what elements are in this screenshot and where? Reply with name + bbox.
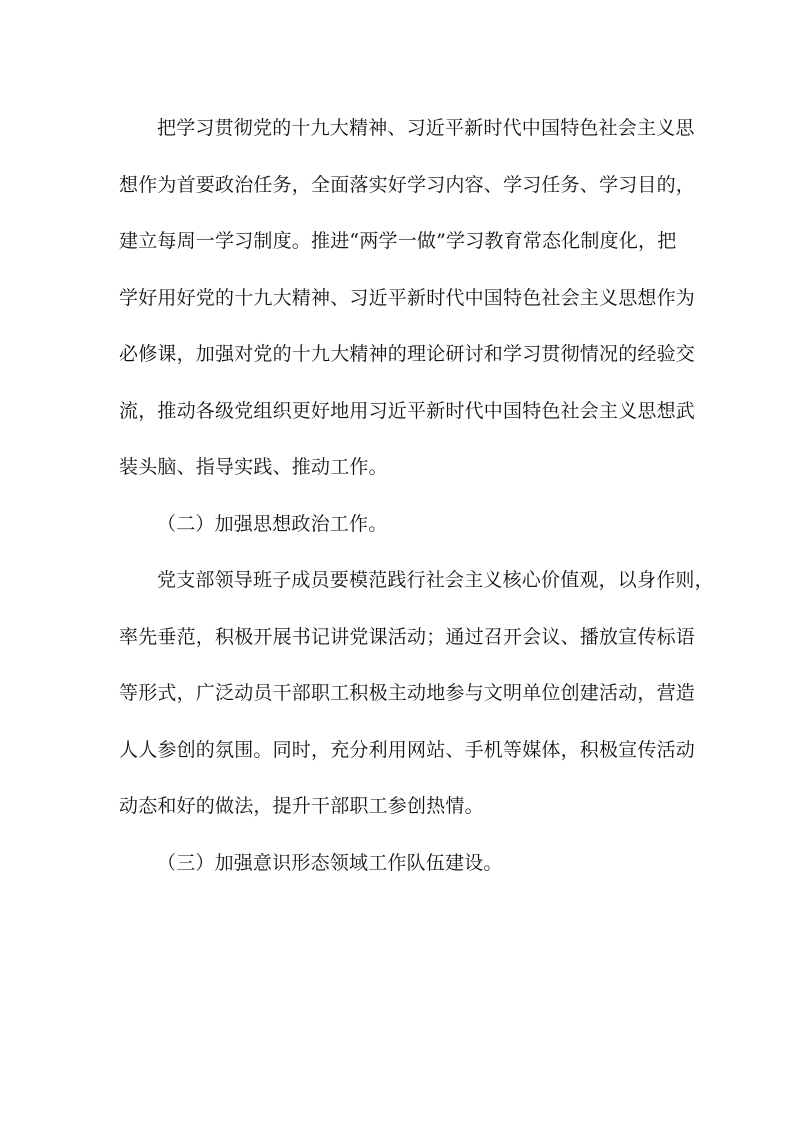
paragraph-line: 率先垂范，积极开展书记讲党课活动；通过召开会议、播放宣传标语: [119, 625, 696, 648]
paragraph-line: 想作为首要政治任务，全面落实好学习内容、学习任务、学习目的，: [119, 173, 696, 196]
paragraph-line: 学好用好党的十九大精神、习近平新时代中国特色社会主义思想作为: [119, 286, 696, 309]
paragraph-line: 装头脑、指导实践、推动工作。: [119, 456, 388, 478]
paragraph-ideological-work: [119, 561, 714, 826]
section-heading-3: [119, 844, 679, 883]
section-heading-line: （三）加强意识形态领域工作队伍建设。: [157, 851, 503, 874]
paragraph-line: 必修课，加强对党的十九大精神的理论研讨和学习贯彻情况的经验交: [119, 343, 696, 365]
section-heading-2: [119, 505, 679, 544]
paragraph-study-spirit: [119, 109, 696, 487]
document-body: [119, 109, 714, 900]
paragraph-line: 流，推动各级党组织更好地用习近平新时代中国特色社会主义思想武: [119, 399, 696, 422]
paragraph-line: 建立每周一学习制度。推进“两学一做”学习教育常态化制度化，把: [119, 230, 677, 252]
section-heading-line: （二）加强思想政治工作。: [157, 512, 388, 535]
paragraph-line: 人人参创的氛围。同时，充分利用网站、手机等媒体，积极宣传活动: [119, 738, 696, 761]
paragraph-line: 等形式，广泛动员干部职工积极主动地参与文明单位创建活动，营造: [119, 682, 696, 704]
paragraph-line: 党支部领导班子成员要模范践行社会主义核心价值观，以身作则，: [157, 569, 714, 591]
paragraph-line: 动态和好的做法，提升干部职工参创热情。: [119, 795, 484, 817]
paragraph-line: 把学习贯彻党的十九大精神、习近平新时代中国特色社会主义思: [157, 117, 695, 139]
